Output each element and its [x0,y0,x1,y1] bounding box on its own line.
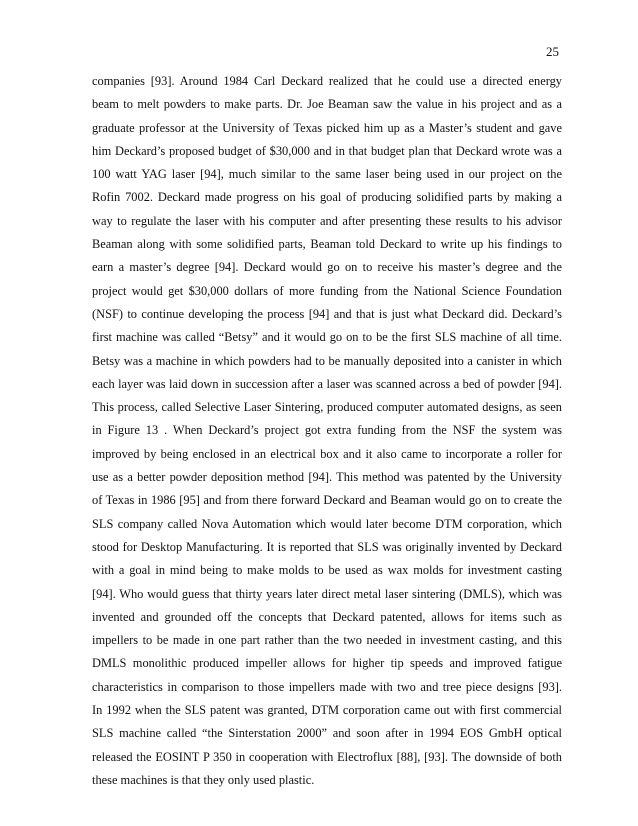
text-line: impellers to be made in one part rather than the two needed in investment casting, and this [92,633,562,648]
page-number: 25 [546,44,559,59]
text-line: him Deckard’s proposed budget of $30,000 and in that budget plan that Deckard wrote was a [92,143,562,158]
text-line: (NSF) to continue developing the process [94] and that is just what Deckard did. Deckard’s [92,306,562,321]
text-line: stood for Desktop Manufacturing. It is reported that SLS was originally invented by Deckard [92,539,562,554]
text-line: [94]. Who would guess that thirty years later direct metal laser sintering (DMLS), which was [92,586,562,601]
text-line: SLS machine called “the Sinterstation 2000” and soon after in 1994 EOS GmbH optical [92,726,562,741]
text-line: SLS company called Nova Automation which would later become DTM corporation, which [92,516,562,531]
text-line: invented and grounded off the concepts that Deckard patented, allows for items such as [92,609,562,624]
text-line: of Texas in 1986 [95] and from there forward Deckard and Beaman would go on to create the [92,493,562,508]
text-line: beam to melt powders to make parts. Dr. Joe Beaman saw the value in his project and as a [92,97,562,112]
text-line: companies [93]. Around 1984 Carl Deckard realized that he could use a directed energy [92,74,562,88]
text-line: characteristics in comparison to those impellers made with two and tree piece designs [93]. [92,679,562,694]
text-line: In 1992 when the SLS patent was granted, DTM corporation came out with first commercial [92,703,562,718]
text-line: project would get $30,000 dollars of more funding from the National Science Foundation [92,283,562,298]
text-line: in Figure 13 . When Deckard’s project got extra funding from the NSF the system was [92,423,562,438]
text-line: Rofin 7002. Deckard made progress on his goal of producing solidified parts by making a [92,190,562,205]
text-line: graduate professor at the University of Texas picked him up as a Master’s student and gave [92,120,562,135]
text-line: improved by being enclosed in an electrical box and it also came to incorporate a roller for [92,446,562,461]
text-line: DMLS monolithic produced impeller allows for higher tip speeds and improved fatigue [92,656,562,671]
text-line: 100 watt YAG laser [94], much similar to the same laser being used in our project on the [92,167,562,182]
text-line: earn a master’s degree [94]. Deckard would go on to receive his master’s degree and the [92,260,562,275]
text-line: with a goal in mind being to make molds to be used as wax molds for investment casting [92,563,562,578]
text-line: each layer was laid down in succession after a laser was scanned across a bed of powder [94]. [92,376,562,391]
text-line: way to regulate the laser with his computer and after presenting these results to his advisor [92,213,562,228]
text-line: Beaman along with some solidified parts, Beaman told Deckard to write up his findings to [92,237,562,252]
text-line: released the EOSINT P 350 in cooperation with Electroflux [88], [93]. The downside of both [92,749,562,764]
body-paragraph [92,70,562,792]
text-line: Betsy was a machine in which powders had to be manually deposited into a canister in which [92,353,562,368]
text-line: first machine was called “Betsy” and it would go on to be the first SLS machine of all time. [92,330,562,345]
text-line: This process, called Selective Laser Sintering, produced computer automated designs, as seen [92,400,562,415]
text-line: use as a better powder deposition method [94]. This method was patented by the University [92,470,562,485]
text-line: these machines is that they only used plastic. [92,772,315,787]
